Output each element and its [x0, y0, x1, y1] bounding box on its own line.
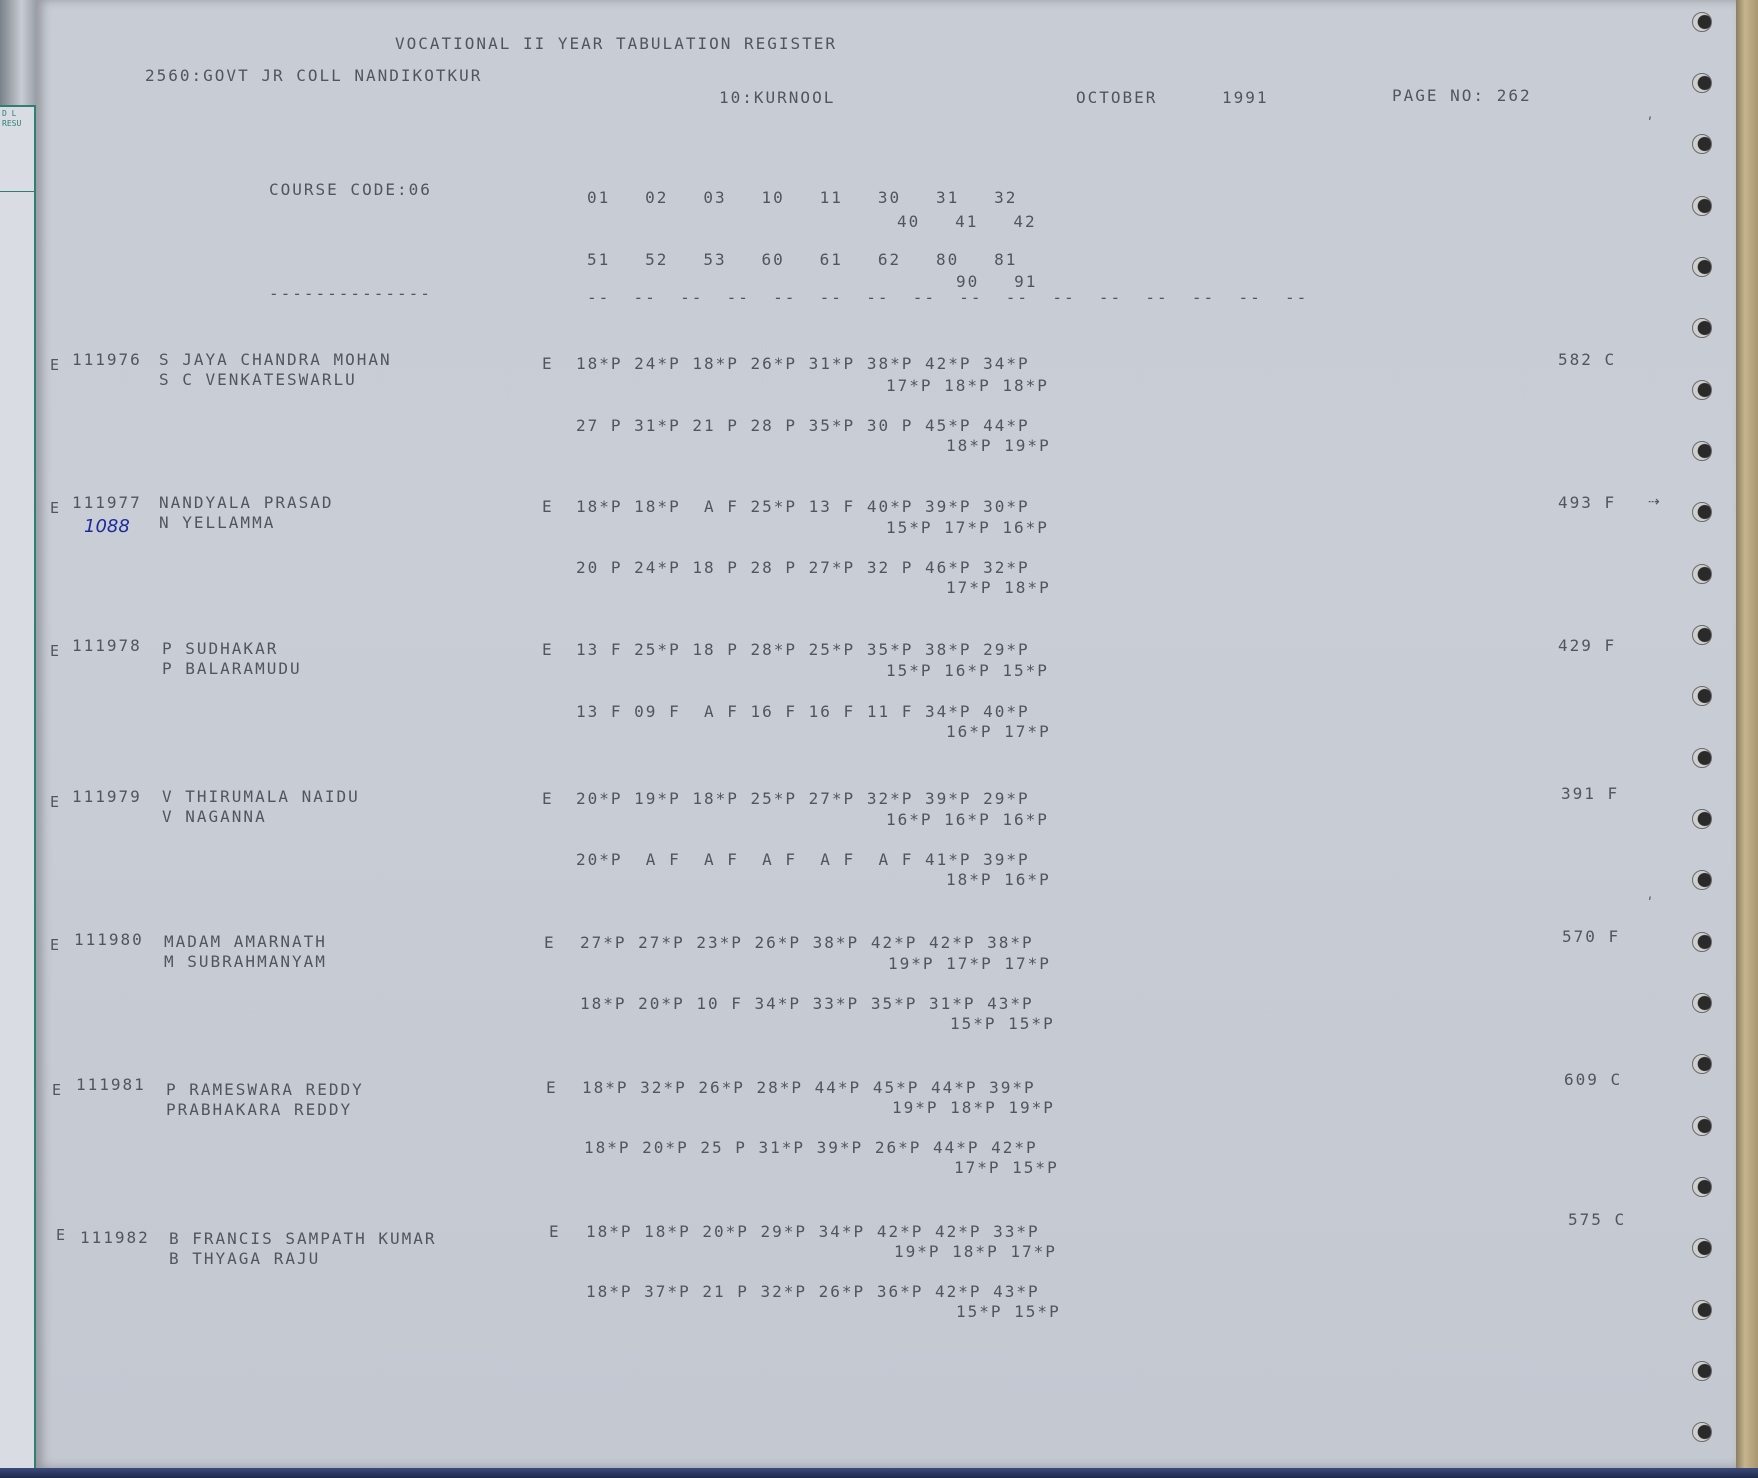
- subject-codes-row2b: 90 91: [956, 272, 1038, 291]
- student-name: P SUDHAKAR: [162, 639, 279, 658]
- punch-hole-icon: [1692, 1177, 1712, 1197]
- subject-codes-row1: 01 02 03 10 11 30 31 32: [587, 188, 1018, 207]
- punch-hole-icon: [1692, 748, 1712, 768]
- record-prefix: E: [50, 793, 62, 811]
- medium: E: [542, 354, 554, 373]
- father-name: N YELLAMMA: [159, 513, 276, 532]
- punch-hole-icon: [1692, 686, 1712, 706]
- first-year-marks-extra: 16*P 16*P 16*P: [886, 810, 1049, 829]
- second-year-marks-extra: 17*P 15*P: [954, 1158, 1059, 1177]
- father-name: M SUBRAHMANYAM: [164, 952, 327, 971]
- second-year-marks: 20 P 24*P 18 P 28 P 27*P 32 P 46*P 32*P: [576, 558, 1030, 577]
- second-year-marks: 13 F 09 F A F 16 F 16 F 11 F 34*P 40*P: [576, 702, 1030, 721]
- first-year-marks-extra: 15*P 16*P 15*P: [886, 661, 1049, 680]
- district: 10:KURNOOL: [719, 88, 836, 107]
- hall-ticket: 111976: [72, 350, 142, 369]
- student-name: NANDYALA PRASAD: [159, 493, 334, 512]
- hall-ticket: 111979: [72, 787, 142, 806]
- student-name: S JAYA CHANDRA MOHAN: [159, 350, 392, 369]
- student-name: V THIRUMALA NAIDU: [162, 787, 360, 806]
- second-year-marks: 18*P 20*P 25 P 31*P 39*P 26*P 44*P 42*P: [584, 1138, 1038, 1157]
- record-prefix: E: [50, 936, 62, 954]
- subject-codes-row1b: 40 41 42: [897, 212, 1037, 231]
- second-year-marks-extra: 18*P 19*P: [946, 436, 1051, 455]
- second-year-marks: 18*P 37*P 21 P 32*P 26*P 36*P 42*P 43*P: [586, 1282, 1040, 1301]
- punch-hole-icon: [1692, 809, 1712, 829]
- subject-codes-row2: 51 52 53 60 61 62 80 81: [587, 250, 1018, 269]
- father-name: S C VENKATESWARLU: [159, 370, 357, 389]
- hall-ticket: 111981: [76, 1075, 146, 1094]
- medium: E: [542, 640, 554, 659]
- hall-ticket: 111978: [72, 636, 142, 655]
- punch-hole-icon: [1692, 1422, 1712, 1442]
- first-year-marks: 18*P 18*P A F 25*P 13 F 40*P 39*P 30*P: [576, 497, 1030, 516]
- second-year-marks-extra: 15*P 15*P: [956, 1302, 1061, 1321]
- first-year-marks: 13 F 25*P 18 P 28*P 25*P 35*P 38*P 29*P: [576, 640, 1030, 659]
- second-year-marks: 18*P 20*P 10 F 34*P 33*P 35*P 31*P 43*P: [580, 994, 1034, 1013]
- record-prefix: E: [52, 1081, 64, 1099]
- total-result: 570 F: [1562, 927, 1621, 946]
- student-name: P RAMESWARA REDDY: [166, 1080, 364, 1099]
- hall-ticket: 111982: [80, 1228, 150, 1247]
- first-year-marks: 20*P 19*P 18*P 25*P 27*P 32*P 39*P 29*P: [576, 789, 1030, 808]
- medium: E: [546, 1078, 558, 1097]
- pencil-tick-mark: ʹ: [1648, 896, 1652, 912]
- medium: E: [542, 789, 554, 808]
- first-year-marks-extra: 17*P 18*P 18*P: [886, 376, 1049, 395]
- total-result: 429 F: [1558, 636, 1617, 655]
- father-name: B THYAGA RAJU: [169, 1249, 321, 1268]
- father-name: P BALARAMUDU: [162, 659, 302, 678]
- record-prefix: E: [50, 499, 62, 517]
- handwritten-note: 1088: [84, 516, 130, 537]
- punch-hole-icon: [1692, 318, 1712, 338]
- register-title: VOCATIONAL II YEAR TABULATION REGISTER: [395, 34, 838, 53]
- student-name: MADAM AMARNATH: [164, 932, 327, 951]
- punch-hole-icon: [1692, 73, 1712, 93]
- binder-bottom-edge: [0, 1468, 1758, 1478]
- first-year-marks-extra: 19*P 18*P 19*P: [892, 1098, 1055, 1117]
- first-year-marks: 18*P 18*P 20*P 29*P 34*P 42*P 42*P 33*P: [586, 1222, 1040, 1241]
- exam-year: 1991: [1222, 88, 1269, 107]
- hall-ticket: 111977: [72, 493, 142, 512]
- father-name: PRABHAKARA REDDY: [166, 1100, 353, 1119]
- adjacent-form-header: D L RESU: [0, 107, 36, 192]
- punch-hole-icon: [1692, 932, 1712, 952]
- punch-hole-icon: [1692, 196, 1712, 216]
- punch-hole-icon: [1692, 134, 1712, 154]
- punch-hole-icon: [1692, 12, 1712, 32]
- punch-hole-icon: [1692, 257, 1712, 277]
- punch-hole-icon: [1692, 1238, 1712, 1258]
- first-year-marks: 18*P 32*P 26*P 28*P 44*P 45*P 44*P 39*P: [582, 1078, 1036, 1097]
- second-year-marks-extra: 16*P 17*P: [946, 722, 1051, 741]
- second-year-marks-extra: 18*P 16*P: [946, 870, 1051, 889]
- total-result: 391 F: [1561, 784, 1620, 803]
- first-year-marks-extra: 19*P 18*P 17*P: [894, 1242, 1057, 1261]
- record-prefix: E: [50, 642, 62, 660]
- punch-hole-icon: [1692, 502, 1712, 522]
- medium: E: [542, 497, 554, 516]
- hall-ticket: 111980: [74, 930, 144, 949]
- first-year-marks: 27*P 27*P 23*P 26*P 38*P 42*P 42*P 38*P: [580, 933, 1034, 952]
- medium: E: [544, 933, 556, 952]
- page-number: PAGE NO: 262: [1392, 86, 1532, 105]
- second-year-marks: 20*P A F A F A F A F A F 41*P 39*P: [576, 850, 1030, 869]
- punch-hole-icon: [1692, 441, 1712, 461]
- pencil-arrow-mark: ⇢: [1648, 494, 1660, 510]
- adjacent-form-strip: [0, 105, 36, 1478]
- record-prefix: E: [56, 1226, 68, 1244]
- page-stack-edge: [1736, 0, 1758, 1478]
- total-result: 493 F: [1558, 493, 1617, 512]
- first-year-marks-extra: 15*P 17*P 16*P: [886, 518, 1049, 537]
- punch-hole-icon: [1692, 870, 1712, 890]
- second-year-marks-extra: 15*P 15*P: [950, 1014, 1055, 1033]
- punch-hole-icon: [1692, 1300, 1712, 1320]
- second-year-marks: 27 P 31*P 21 P 28 P 35*P 30 P 45*P 44*P: [576, 416, 1030, 435]
- medium: E: [549, 1222, 561, 1241]
- college-name: 2560:GOVT JR COLL NANDIKOTKUR: [145, 66, 483, 85]
- punch-hole-icon: [1692, 564, 1712, 584]
- register-sheet: [36, 0, 1736, 1468]
- punch-hole-icon: [1692, 1116, 1712, 1136]
- punch-hole-icon: [1692, 993, 1712, 1013]
- first-year-marks: 18*P 24*P 18*P 26*P 31*P 38*P 42*P 34*P: [576, 354, 1030, 373]
- separator-columns: -- -- -- -- -- -- -- -- -- -- -- -- -- -- -- --: [587, 288, 1309, 307]
- exam-month: OCTOBER: [1076, 88, 1158, 107]
- record-prefix: E: [50, 356, 62, 374]
- punch-hole-icon: [1692, 625, 1712, 645]
- separator-left: --------------: [269, 284, 432, 303]
- father-name: V NAGANNA: [162, 807, 267, 826]
- punch-hole-icon: [1692, 380, 1712, 400]
- first-year-marks-extra: 19*P 17*P 17*P: [888, 954, 1051, 973]
- punch-hole-icon: [1692, 1361, 1712, 1381]
- student-name: B FRANCIS SAMPATH KUMAR: [169, 1229, 437, 1248]
- course-code: COURSE CODE:06: [269, 180, 432, 199]
- total-result: 582 C: [1558, 350, 1617, 369]
- total-result: 575 C: [1568, 1210, 1627, 1229]
- second-year-marks-extra: 17*P 18*P: [946, 578, 1051, 597]
- total-result: 609 C: [1564, 1070, 1623, 1089]
- punch-hole-icon: [1692, 1054, 1712, 1074]
- pencil-tick-mark: ʹ: [1648, 116, 1652, 132]
